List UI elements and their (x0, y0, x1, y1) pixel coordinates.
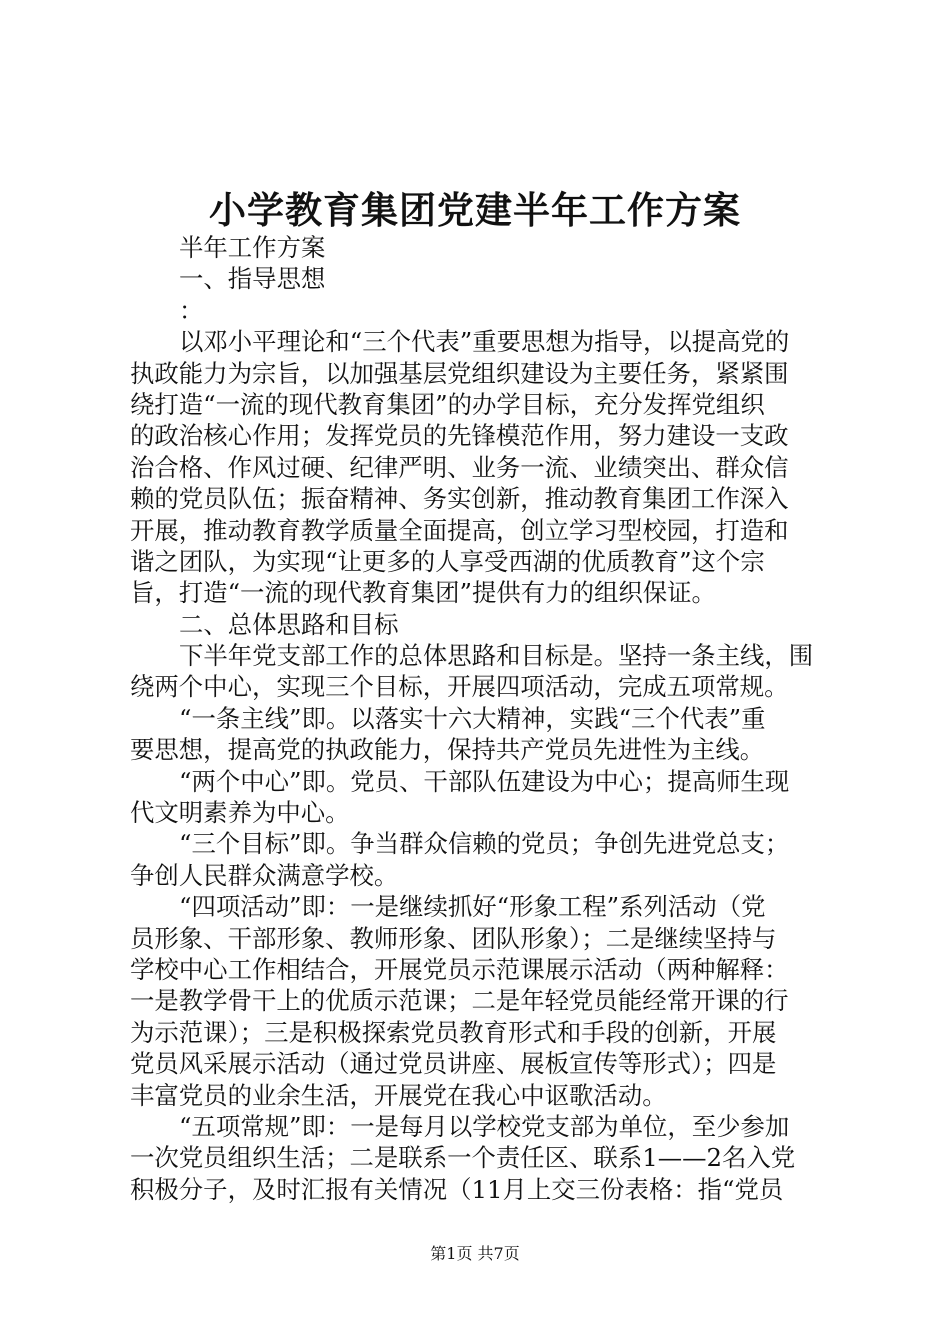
text-line: 绕两个中心，实现三个目标，开展四项活动，完成五项常规。 (130, 672, 789, 702)
text-line: 一是教学骨干上的优质示范课；二是年轻党员能经常开课的行 (130, 986, 789, 1016)
text-line: 的政治核心作用；发挥党员的先锋模范作用，努力建设一支政 (130, 421, 789, 451)
text-line: “两个中心”即。党员、干部队伍建设为中心；提高师生现 (179, 766, 790, 796)
text-line: “五项常规”即：一是每月以学校党支部为单位，至少参加 (179, 1111, 790, 1141)
page-number-footer: 第1页 共7页 (430, 1244, 520, 1263)
text-line: 以邓小平理论和“三个代表”重要思想为指导，以提高党的 (179, 327, 790, 357)
text-line: 代文明素养为中心。 (130, 798, 350, 828)
text-line: 开展，推动教育教学质量全面提高，创立学习型校园，打造和 (130, 515, 789, 545)
text-line: 丰富党员的业余生活，开展党在我心中讴歌活动。 (130, 1080, 667, 1110)
document-body (130, 232, 835, 1205)
text-line: 学校中心工作相结合，开展党员示范课展示活动（两种解释： (130, 954, 789, 984)
text-line: 绕打造“一流的现代教育集团”的办学目标，充分发挥党组织 (130, 389, 765, 419)
text-line: 赖的党员队伍；振奋精神、务实创新，推动教育集团工作深入 (130, 484, 789, 514)
text-line: 为示范课）；三是积极探索党员教育形式和手段的创新，开展 (130, 1017, 777, 1047)
text-line: 要思想，提高党的执政能力，保持共产党员先进性为主线。 (130, 735, 765, 765)
text-line: 谐之团队，为实现“让更多的人享受西湖的优质教育”这个宗 (130, 546, 765, 576)
text-line: 二、总体思路和目标 (179, 609, 399, 639)
text-line: “四项活动”即：一是继续抓好“形象工程”系列活动（党 (179, 892, 766, 922)
text-line: 一次党员组织生活；二是联系一个责任区、联系1——2名入党 (130, 1143, 796, 1173)
document-title: 小学教育集团党建半年工作方案 (209, 188, 741, 232)
text-line: 旨，打造“一流的现代教育集团”提供有力的组织保证。 (130, 578, 716, 608)
text-line: 一、指导思想 (179, 264, 326, 294)
text-line: 执政能力为宗旨，以加强基层党组织建设为主要任务，紧紧围 (130, 358, 789, 388)
text-line: 下半年党支部工作的总体思路和目标是。坚持一条主线，围 (179, 641, 814, 671)
text-line: 积极分子，及时汇报有关情况（11月上交三份表格：指“党员 (130, 1174, 784, 1204)
text-line: 员形象、干部形象、教师形象、团队形象）；二是继续坚持与 (130, 923, 777, 953)
text-line: 党员风采展示活动（通过党员讲座、展板宣传等形式）；四是 (130, 1049, 777, 1079)
text-line: ： (179, 295, 204, 325)
text-line: 争创人民群众满意学校。 (130, 860, 399, 890)
text-line: 治合格、作风过硬、纪律严明、业务一流、业绩突出、群众信 (130, 452, 789, 482)
text-line: “三个目标”即。争当群众信赖的党员；争创先进党总支； (179, 829, 790, 859)
text-line: “一条主线”即。以落实十六大精神，实践“三个代表”重 (179, 703, 766, 733)
text-line: 半年工作方案 (179, 233, 326, 262)
